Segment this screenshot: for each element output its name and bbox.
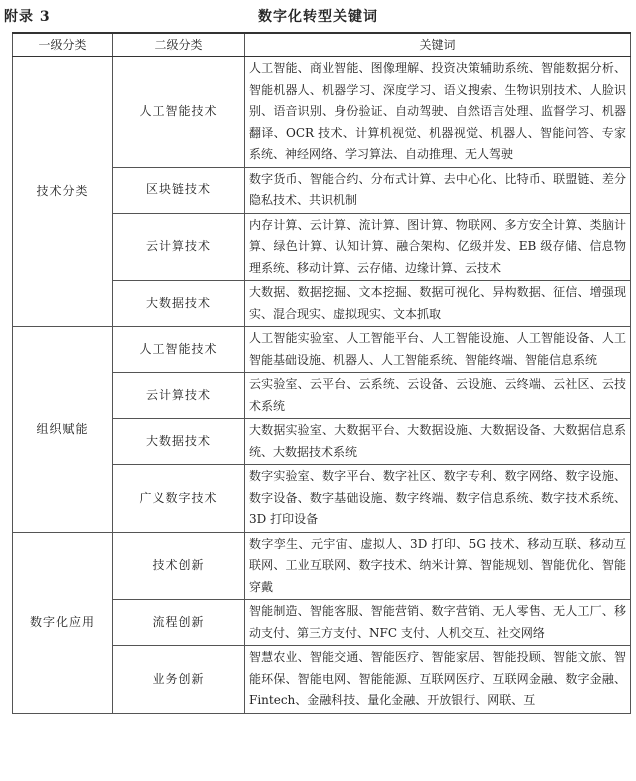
appendix-label: 附录 3	[4, 9, 51, 25]
table-header-row	[13, 33, 631, 57]
subcategory-cell: 大数据技术	[113, 419, 245, 465]
header-keywords: 关键词	[245, 33, 631, 57]
keywords-cell: 内存计算、云计算、流计算、图计算、物联网、多方安全计算、类脑计算、绿色计算、认知计算、融合架构、亿级并发、EB 级存储、信息物理系统、移动计算、云存储、边缘计算、云技术	[245, 213, 631, 281]
category-cell: 组织赋能	[13, 327, 113, 533]
subcategory-cell: 技术创新	[113, 532, 245, 600]
subcategory-cell: 区块链技术	[113, 167, 245, 213]
keywords-cell: 数字实验室、数字平台、数字社区、数字专利、数字网络、数字设施、数字设备、数字基础设施、数字终端、数字信息系统、数字技术系统、3D 打印设备	[245, 465, 631, 533]
header-level2: 二级分类	[113, 33, 245, 57]
subcategory-cell: 云计算技术	[113, 213, 245, 281]
subcategory-cell: 云计算技术	[113, 373, 245, 419]
subcategory-cell: 流程创新	[113, 600, 245, 646]
subcategory-cell: 大数据技术	[113, 281, 245, 327]
keyword-table	[12, 32, 631, 714]
keywords-cell: 智能制造、智能客服、智能营销、数字营销、无人零售、无人工厂、移动支付、第三方支付、NFC 支付、人机交互、社交网络	[245, 600, 631, 646]
subcategory-cell: 业务创新	[113, 646, 245, 714]
keywords-cell: 大数据、数据挖掘、文本挖掘、数据可视化、异构数据、征信、增强现实、混合现实、虚拟现实、文本抓取	[245, 281, 631, 327]
keywords-cell: 人工智能实验室、人工智能平台、人工智能设施、人工智能设备、人工智能基础设施、机器人、人工智能系统、智能终端、智能信息系统	[245, 327, 631, 373]
document-title: 数字化转型关键词	[258, 9, 378, 25]
header-level1: 一级分类	[13, 33, 113, 57]
keywords-cell: 大数据实验室、大数据平台、大数据设施、大数据设备、大数据信息系统、大数据技术系统	[245, 419, 631, 465]
category-cell: 数字化应用	[13, 532, 113, 713]
subcategory-cell: 广义数字技术	[113, 465, 245, 533]
document-header	[0, 0, 636, 32]
keywords-cell: 数字货币、智能合约、分布式计算、去中心化、比特币、联盟链、差分隐私技术、共识机制	[245, 167, 631, 213]
table-row	[13, 532, 631, 600]
category-cell: 技术分类	[13, 57, 113, 327]
keywords-cell: 数字孪生、元宇宙、虚拟人、3D 打印、5G 技术、移动互联、移动互联网、工业互联网、数字技术、纳米计算、智能规划、智能优化、智能穿戴	[245, 532, 631, 600]
table-row	[13, 57, 631, 168]
subcategory-cell: 人工智能技术	[113, 57, 245, 168]
keywords-cell: 人工智能、商业智能、图像理解、投资决策辅助系统、智能数据分析、智能机器人、机器学习、深度学习、语义搜索、生物识别技术、人脸识别、语音识别、身份验证、自动驾驶、自然语言处理、监督学习、机器翻译、OCR 技术、计算机视觉、机器视觉、机器人、智能问答、专家系统、神经网络、学习算法、自动推理、无人驾驶	[245, 57, 631, 168]
table-row	[13, 327, 631, 373]
subcategory-cell: 人工智能技术	[113, 327, 245, 373]
keywords-cell: 云实验室、云平台、云系统、云设备、云设施、云终端、云社区、云技术系统	[245, 373, 631, 419]
keywords-cell: 智慧农业、智能交通、智能医疗、智能家居、智能投顾、智能文旅、智能环保、智能电网、智能能源、互联网医疗、互联网金融、数字金融、Fintech、金融科技、量化金融、开放银行、网联、互	[245, 646, 631, 714]
